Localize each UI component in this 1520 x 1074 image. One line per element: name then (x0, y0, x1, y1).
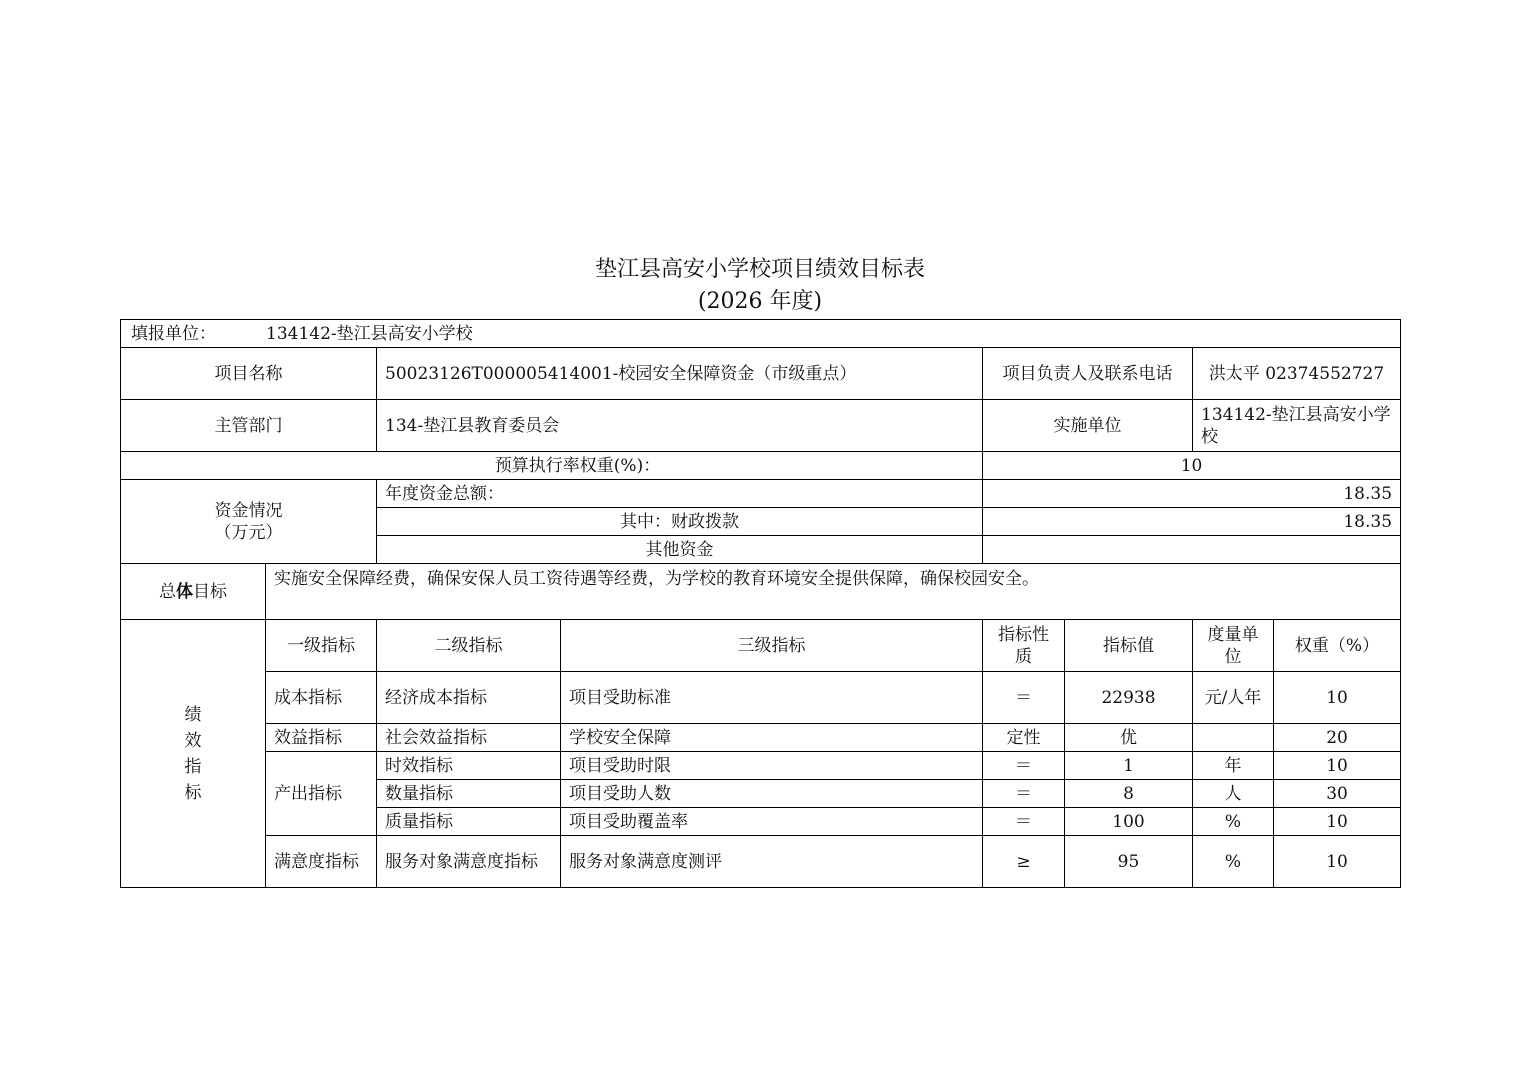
overall-goal-label (121, 564, 266, 620)
row-weight: 20 (1274, 724, 1401, 752)
funds-other-label: 其他资金 (377, 536, 983, 564)
row-unit: 元/人年 (1193, 672, 1274, 724)
reporting-unit-value: 134142-垫江县高安小学校 (266, 323, 473, 344)
funds-fiscal-label: 其中：财政拨款 (377, 508, 983, 536)
budget-weight-label: 预算执行率权重(%)： (121, 452, 983, 480)
section-char-2: 效 (184, 730, 202, 751)
goal-label-post: 目标 (193, 581, 227, 602)
row-unit: % (1193, 836, 1274, 888)
overall-goal-text: 实施安全保障经费，确保安保人员工资待遇等经费，为学校的教育环境安全提供保障，确保校园安全。 (266, 564, 1401, 620)
row-level3: 学校安全保障 (561, 724, 983, 752)
project-name-value: 50023126T000005414001-校园安全保障资金（市级重点） (377, 348, 983, 400)
performance-table (120, 319, 1401, 888)
row-level2: 服务对象满意度指标 (377, 836, 561, 888)
section-char-3: 指 (184, 756, 202, 777)
row-level3: 服务对象满意度测评 (561, 836, 983, 888)
funds-total-row (121, 480, 1401, 508)
header-nature: 指标性质 (983, 620, 1065, 672)
project-contact-value: 洪太平 02374552727 (1193, 348, 1401, 400)
indicators-header-row (121, 620, 1401, 672)
row-level3: 项目受助覆盖率 (561, 808, 983, 836)
implementing-unit-label: 实施单位 (983, 400, 1193, 452)
row-weight: 30 (1274, 780, 1401, 808)
row-level1: 满意度指标 (266, 836, 377, 888)
table-row (121, 752, 1401, 780)
row-unit: % (1193, 808, 1274, 836)
row-level2: 经济成本指标 (377, 672, 561, 724)
row-level2: 质量指标 (377, 808, 561, 836)
indicators-section-label (121, 620, 266, 888)
row-value: 95 (1065, 836, 1193, 888)
funds-label (121, 480, 377, 564)
project-name-label: 项目名称 (121, 348, 377, 400)
row-level3: 项目受助时限 (561, 752, 983, 780)
row-unit (1193, 724, 1274, 752)
row-weight: 10 (1274, 836, 1401, 888)
row-level2: 时效指标 (377, 752, 561, 780)
row-nature: ＝ (983, 672, 1065, 724)
table-row (121, 836, 1401, 888)
header-level3: 三级指标 (561, 620, 983, 672)
row-weight: 10 (1274, 672, 1401, 724)
row-nature: ≥ (983, 836, 1065, 888)
row-value: 22938 (1065, 672, 1193, 724)
header-weight: 权重（%） (1274, 620, 1401, 672)
department-label: 主管部门 (121, 400, 377, 452)
section-char-1: 绩 (184, 704, 202, 725)
row-level1: 效益指标 (266, 724, 377, 752)
table-row (121, 672, 1401, 724)
funds-total-label: 年度资金总额： (377, 480, 983, 508)
row-level1: 成本指标 (266, 672, 377, 724)
row-level3: 项目受助人数 (561, 780, 983, 808)
title-line-2: (2026 年度) (697, 289, 823, 314)
table-row (121, 724, 1401, 752)
row-value: 优 (1065, 724, 1193, 752)
header-unit: 度量单位 (1193, 620, 1274, 672)
goal-label-pre: 总 (159, 581, 176, 602)
document-title (120, 254, 1400, 318)
row-nature: ＝ (983, 780, 1065, 808)
section-char-4: 标 (184, 782, 202, 803)
funds-label-line-1: 资金情况 (214, 500, 283, 521)
overall-goal-row (121, 564, 1401, 620)
header-level1: 一级指标 (266, 620, 377, 672)
funds-total-value: 18.35 (983, 480, 1401, 508)
reporting-unit-label: 填报单位： (131, 323, 216, 344)
budget-weight-row (121, 452, 1401, 480)
department-value: 134-垫江县教育委员会 (377, 400, 983, 452)
header-value: 指标值 (1065, 620, 1193, 672)
project-name-row (121, 348, 1401, 400)
department-row (121, 400, 1401, 452)
row-value: 100 (1065, 808, 1193, 836)
row-nature: ＝ (983, 808, 1065, 836)
funds-fiscal-value: 18.35 (983, 508, 1401, 536)
header-level2: 二级指标 (377, 620, 561, 672)
row-nature: ＝ (983, 752, 1065, 780)
row-level2: 数量指标 (377, 780, 561, 808)
budget-weight-value: 10 (983, 452, 1401, 480)
title-line-1: 垫江县高安小学校项目绩效目标表 (594, 257, 925, 282)
row-weight: 10 (1274, 752, 1401, 780)
row-value: 8 (1065, 780, 1193, 808)
funds-label-line-2: （万元） (214, 522, 283, 543)
row-value: 1 (1065, 752, 1193, 780)
row-level3: 项目受助标准 (561, 672, 983, 724)
reporting-unit-cell (121, 320, 1401, 348)
row-weight: 10 (1274, 808, 1401, 836)
row-unit: 人 (1193, 780, 1274, 808)
row-nature: 定性 (983, 724, 1065, 752)
row-unit: 年 (1193, 752, 1274, 780)
funds-other-value (983, 536, 1401, 564)
goal-label-bold: 体 (176, 581, 193, 602)
project-contact-label: 项目负责人及联系电话 (983, 348, 1193, 400)
row-level2: 社会效益指标 (377, 724, 561, 752)
implementing-unit-value: 134142-垫江县高安小学校 (1193, 400, 1401, 452)
reporting-unit-row (121, 320, 1401, 348)
row-level1: 产出指标 (266, 752, 377, 836)
